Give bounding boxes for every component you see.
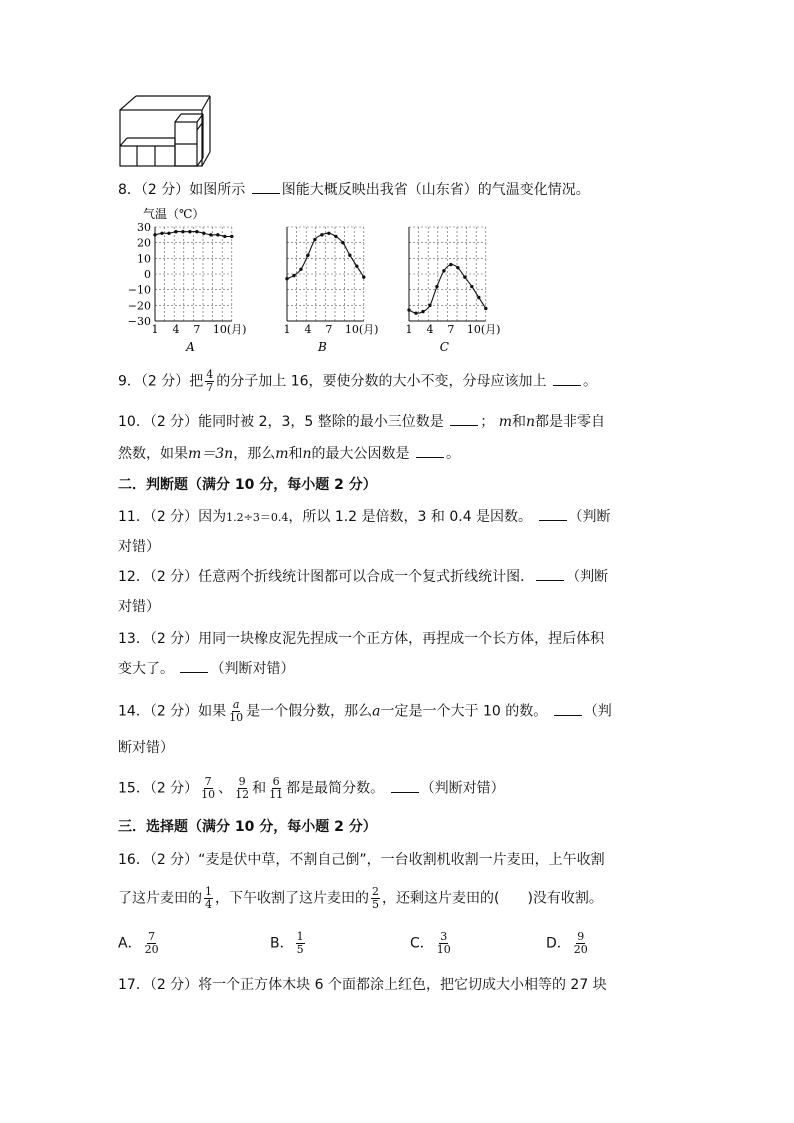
q16-choice-d-fraction	[573, 931, 589, 956]
q15-f1-den: 10	[201, 788, 216, 801]
q16-f1-den: 4	[205, 898, 212, 911]
q15-text-a: 15．（2 分）	[118, 780, 199, 797]
data-point	[348, 254, 351, 257]
q13-line1: 13．（2 分）用同一块橡皮泥先捏成一个正方体，再捏成一个长方体，捏后体积	[118, 631, 605, 647]
data-point	[327, 232, 330, 235]
q9-text	[118, 369, 597, 394]
q9-frac-den: 7	[206, 381, 214, 394]
q16-choice-c-den: 10	[436, 943, 451, 956]
q9-text-a: 9．（2 分）把	[118, 373, 204, 390]
x-tick-label: 10(月)	[344, 323, 379, 336]
q10-equation: m＝3n	[188, 446, 234, 462]
data-point	[456, 266, 459, 269]
q16-choice-a-label: A．	[118, 935, 142, 952]
q14-fraction	[228, 699, 244, 724]
q14-text-a: 14．（2 分）如果	[118, 703, 227, 720]
q16-choice-d[interactable]	[546, 931, 591, 956]
q8-text-a: 8．（2 分）如图所示	[118, 182, 250, 198]
data-point	[320, 233, 323, 236]
q10-answer-blank-2[interactable]	[416, 444, 444, 458]
q16-fraction-2	[371, 886, 380, 911]
q9-text-c: 。	[582, 373, 597, 390]
chart-label-C: C	[439, 340, 449, 354]
q14-text-d: （判	[583, 703, 612, 720]
q10-text-d: 然数，如果	[118, 446, 188, 462]
data-point	[209, 233, 212, 236]
q9-fraction	[205, 369, 214, 394]
q11-text-c: （判断	[568, 509, 611, 525]
x-tick-label: 1	[405, 323, 413, 336]
y-axis-title: 气温（℃）	[143, 207, 205, 221]
data-point	[414, 311, 417, 314]
q16-choice-d-label: D．	[546, 935, 571, 952]
data-point	[484, 307, 487, 310]
data-point	[167, 232, 170, 235]
q10-text-c: 都是非零自	[535, 414, 606, 430]
data-point	[160, 232, 163, 235]
q16-text-a: 了这片麦田的	[118, 890, 202, 907]
q10-var-m: m	[498, 414, 512, 430]
chart-label-A: A	[186, 340, 195, 354]
q10-text-f: 的最大公因数是	[311, 446, 414, 462]
q8-text-b: 图能大概反映出我省（山东省）的气温变化情况。	[281, 182, 590, 198]
q16-choice-c-fraction	[436, 931, 452, 956]
data-point	[230, 235, 233, 238]
q16-choice-b-num: 1	[296, 930, 304, 943]
q9-answer-blank[interactable]	[553, 372, 581, 386]
q15-text-b: 都是最简分数。	[286, 780, 389, 797]
q15-f2-den: 12	[235, 788, 250, 801]
q15-sep-1: 、	[218, 780, 233, 797]
q12-answer-blank[interactable]	[536, 567, 564, 581]
q12-text-a: 12．（2 分）任意两个折线统计图都可以合成一个复式折线统计图．	[118, 569, 535, 585]
data-point	[334, 235, 337, 238]
x-tick-label: 10(月)	[212, 323, 247, 336]
q8-text	[118, 180, 590, 200]
q15-text-c: （判断对错）	[420, 780, 505, 797]
q15-answer-blank[interactable]	[391, 779, 419, 793]
data-point	[292, 274, 295, 277]
data-point	[355, 264, 358, 267]
q14-answer-blank[interactable]	[554, 702, 582, 716]
y-tick-label: 0	[144, 268, 151, 281]
data-point	[470, 285, 473, 288]
q9-text-b: 的分子加上 16，要使分数的大小不变，分母应该加上	[216, 373, 551, 390]
q8-answer-blank[interactable]	[252, 180, 280, 194]
data-point	[477, 296, 480, 299]
q16-text-c: ，还剩这片麦田的( )没有收割。	[382, 890, 603, 907]
q14-frac-den: 10	[229, 711, 244, 724]
q13-answer-blank[interactable]	[180, 659, 208, 673]
q16-f2-den: 5	[372, 898, 379, 911]
q15-sep-2: 和	[252, 780, 267, 797]
x-tick-label: 4	[304, 323, 312, 336]
q16-choice-c[interactable]	[410, 931, 454, 956]
data-point	[421, 310, 424, 313]
data-point	[202, 232, 205, 235]
q10-line1	[118, 412, 605, 432]
data-point	[195, 230, 198, 233]
q14-line2: 断对错）	[118, 740, 174, 756]
q15-line	[118, 776, 505, 801]
q16-choice-d-num: 9	[577, 930, 585, 943]
x-tick-label: 1	[151, 323, 159, 336]
q16-choice-b-label: B．	[270, 935, 294, 952]
x-tick-label: 10(月)	[466, 323, 501, 336]
q11-equation: 1.2÷3＝0.4	[226, 511, 289, 524]
q11-answer-blank[interactable]	[539, 507, 567, 521]
x-tick-label: 1	[283, 323, 291, 336]
chart-label-B: B	[317, 340, 327, 354]
x-tick-label: 7	[193, 323, 201, 336]
q16-line2	[118, 886, 603, 911]
q16-choice-b-den: 5	[296, 943, 304, 956]
data-point	[428, 304, 431, 307]
x-tick-label: 4	[172, 323, 180, 336]
q10-var-m2: m	[275, 446, 289, 462]
q10-text-e: ，那么	[233, 446, 276, 462]
q12-line2: 对错）	[118, 599, 160, 615]
q16-choice-b-fraction	[296, 931, 305, 956]
data-point	[306, 254, 309, 257]
x-tick-label: 7	[447, 323, 455, 336]
q13-text-b: 变大了。	[118, 661, 179, 677]
data-point	[341, 241, 344, 244]
q16-choice-c-label: C．	[410, 935, 434, 952]
q16-choice-a-den: 20	[144, 943, 159, 956]
q9-frac-num: 4	[206, 368, 214, 381]
q10-line2	[118, 444, 460, 464]
q16-choice-a[interactable]	[118, 931, 162, 956]
data-point	[449, 263, 452, 266]
y-tick-label: −20	[127, 299, 151, 313]
q14-text-c: 一定是一个大于 10 的数。	[380, 703, 552, 720]
q11-text-b: ，所以 1.2 是倍数，3 和 0.4 是因数。	[288, 509, 537, 525]
q10-answer-blank-1[interactable]	[450, 412, 478, 426]
q12-text-b: （判断	[566, 569, 609, 585]
y-tick-label: −30	[127, 315, 151, 328]
data-point	[181, 230, 184, 233]
q14-line1	[118, 699, 612, 724]
q10-text-a: 10．（2 分）能同时被 2，3，5 整除的最小三位数是	[118, 414, 449, 430]
x-tick-label: 7	[325, 323, 333, 336]
q16-choice-a-num: 7	[148, 930, 156, 943]
data-point	[362, 275, 365, 278]
data-point	[285, 277, 288, 280]
section-3-heading: 三．选择题（满分 10 分，每小题 2 分）	[118, 819, 377, 835]
q15-f3-num: 6	[272, 775, 280, 788]
q15-fraction-3	[268, 776, 284, 801]
q10-var-n: n	[525, 414, 536, 430]
data-point	[174, 230, 177, 233]
data-point	[442, 269, 445, 272]
q17-line1: 17．（2 分）将一个正方体木块 6 个面都涂上红色，把它切成大小相等的 27 块	[118, 977, 607, 993]
q16-choice-a-fraction	[144, 931, 160, 956]
q16-f2-num: 2	[372, 885, 379, 898]
q16-fraction-1	[204, 886, 213, 911]
q16-f1-num: 1	[205, 885, 212, 898]
q16-choice-c-num: 3	[440, 930, 448, 943]
q16-line1: 16．（2 分）“麦是伏中草，不割自己倒”，一台收割机收割一片麦田，上午收割	[118, 852, 605, 868]
box-figure	[115, 92, 215, 168]
data-point	[153, 233, 156, 236]
data-point	[435, 285, 438, 288]
section-2-heading: 二．判断题（满分 10 分，每小题 2 分）	[118, 477, 377, 493]
y-tick-label: 10	[137, 252, 151, 266]
q15-f3-den: 11	[269, 788, 284, 801]
data-point	[407, 308, 410, 311]
temperature-charts	[115, 203, 505, 355]
q12-line1	[118, 567, 608, 587]
y-tick-label: 30	[137, 221, 151, 234]
q14-frac-num: a	[232, 698, 240, 711]
q10-text-b: ；	[480, 414, 495, 430]
q15-fraction-2	[234, 776, 250, 801]
q16-choice-d-den: 20	[573, 943, 588, 956]
data-point	[188, 230, 191, 233]
q15-f1-num: 7	[204, 775, 212, 788]
q13-text-c: （判断对错）	[210, 661, 295, 677]
data-point	[313, 238, 316, 241]
data-point	[223, 235, 226, 238]
q11-line2: 对错）	[118, 539, 160, 555]
data-point	[299, 268, 302, 271]
q15-f2-num: 9	[238, 775, 246, 788]
data-point	[216, 233, 219, 236]
q10-and: 和	[511, 414, 526, 430]
q14-text-b: 是一个假分数，那么	[246, 703, 373, 720]
q15-fraction-1	[200, 776, 216, 801]
q13-line2	[118, 659, 294, 679]
q16-text-b: ，下午收割了这片麦田的	[215, 890, 369, 907]
q11-line1	[118, 507, 611, 528]
data-point	[463, 275, 466, 278]
x-tick-label: 4	[426, 323, 434, 336]
q11-text-a: 11．（2 分）因为	[118, 509, 227, 525]
q14-var-a: a	[372, 703, 381, 720]
q10-var-n2: n	[302, 446, 312, 462]
q10-and2: 和	[288, 446, 303, 462]
y-tick-label: 20	[137, 236, 151, 250]
y-tick-label: −10	[127, 283, 151, 297]
q16-choice-b[interactable]	[270, 931, 307, 956]
q10-text-g: 。	[445, 446, 460, 462]
